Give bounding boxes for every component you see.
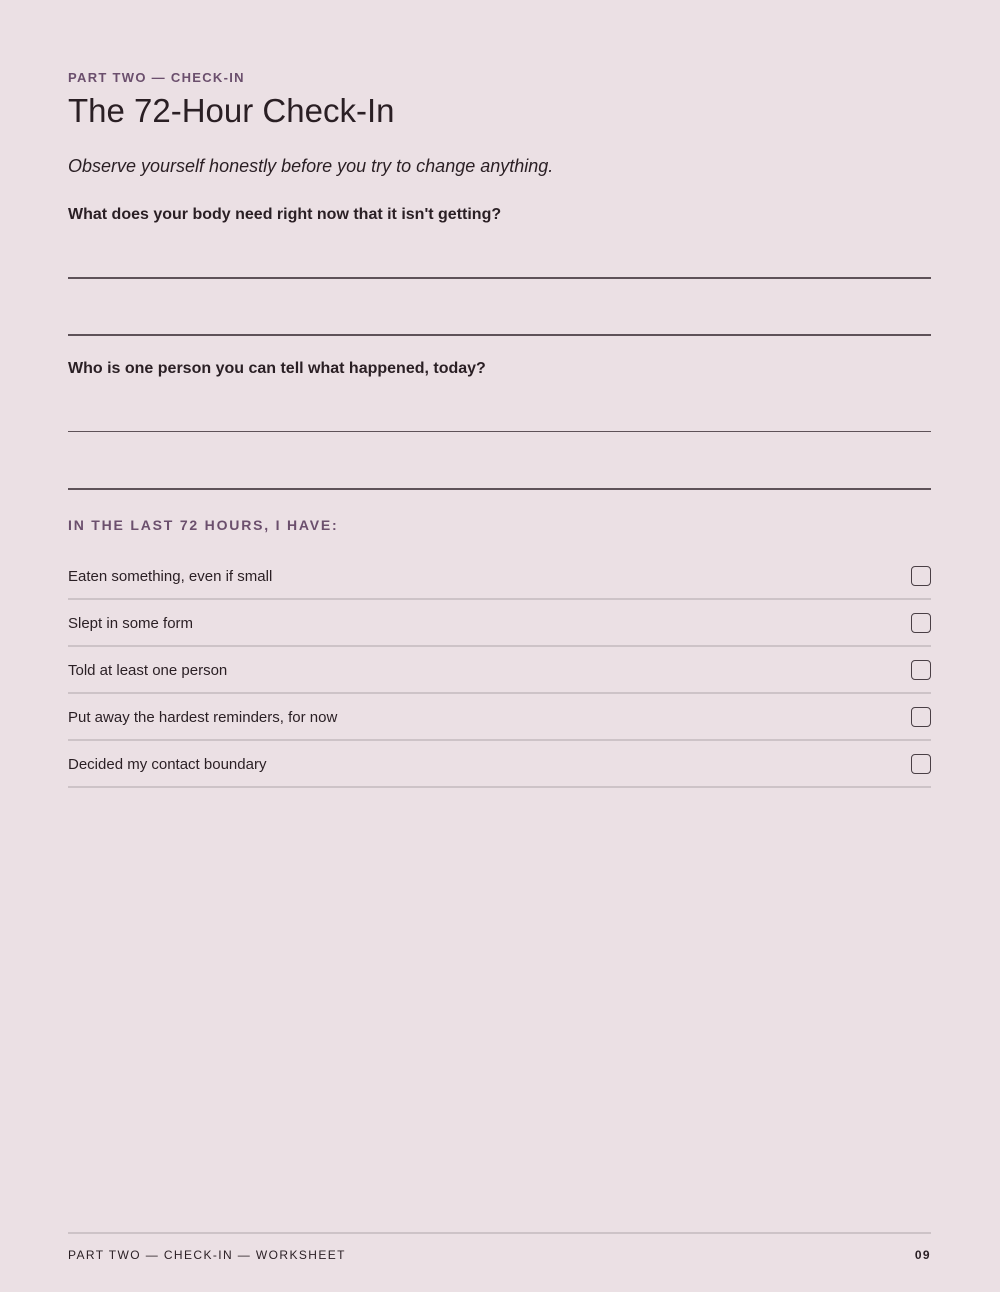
checklist-item bbox=[68, 694, 931, 741]
page-title: The 72-Hour Check-In bbox=[68, 92, 395, 129]
page-number: 09 bbox=[914, 1248, 931, 1262]
question-tell-person: Who is one person you can tell what happened, today? bbox=[68, 360, 486, 377]
section-eyebrow: PART TWO — CHECK-IN bbox=[68, 70, 245, 85]
checklist-item bbox=[68, 553, 931, 600]
checkbox[interactable] bbox=[911, 613, 931, 633]
checklist bbox=[68, 553, 931, 788]
checklist-item bbox=[68, 600, 931, 647]
footer-divider bbox=[68, 1232, 931, 1234]
question-body-need: What does your body need right now that it isn't getting? bbox=[68, 206, 502, 223]
checklist-item-label: Decided my contact boundary bbox=[68, 756, 267, 773]
checkbox[interactable] bbox=[911, 754, 931, 774]
checklist-item-label: Told at least one person bbox=[68, 662, 228, 679]
checkbox[interactable] bbox=[911, 660, 931, 680]
page-subtitle: Observe yourself honestly before you try to change anything. bbox=[68, 156, 554, 176]
checklist-item bbox=[68, 647, 931, 694]
footer-running-title: PART TWO — CHECK-IN — WORKSHEET bbox=[68, 1248, 346, 1262]
checkbox[interactable] bbox=[911, 566, 931, 586]
checklist-item-label: Slept in some form bbox=[68, 615, 194, 632]
answer-line[interactable] bbox=[68, 431, 931, 432]
checklist-item bbox=[68, 741, 931, 788]
checklist-item-label: Eaten something, even if small bbox=[68, 568, 273, 585]
answer-line[interactable] bbox=[68, 277, 931, 279]
checklist-heading: IN THE LAST 72 HOURS, I HAVE: bbox=[68, 517, 339, 533]
checklist-item-label: Put away the hardest reminders, for now bbox=[68, 709, 338, 726]
answer-line[interactable] bbox=[68, 334, 931, 336]
worksheet-page bbox=[68, 0, 931, 1292]
answer-line[interactable] bbox=[68, 488, 931, 490]
checkbox[interactable] bbox=[911, 707, 931, 727]
